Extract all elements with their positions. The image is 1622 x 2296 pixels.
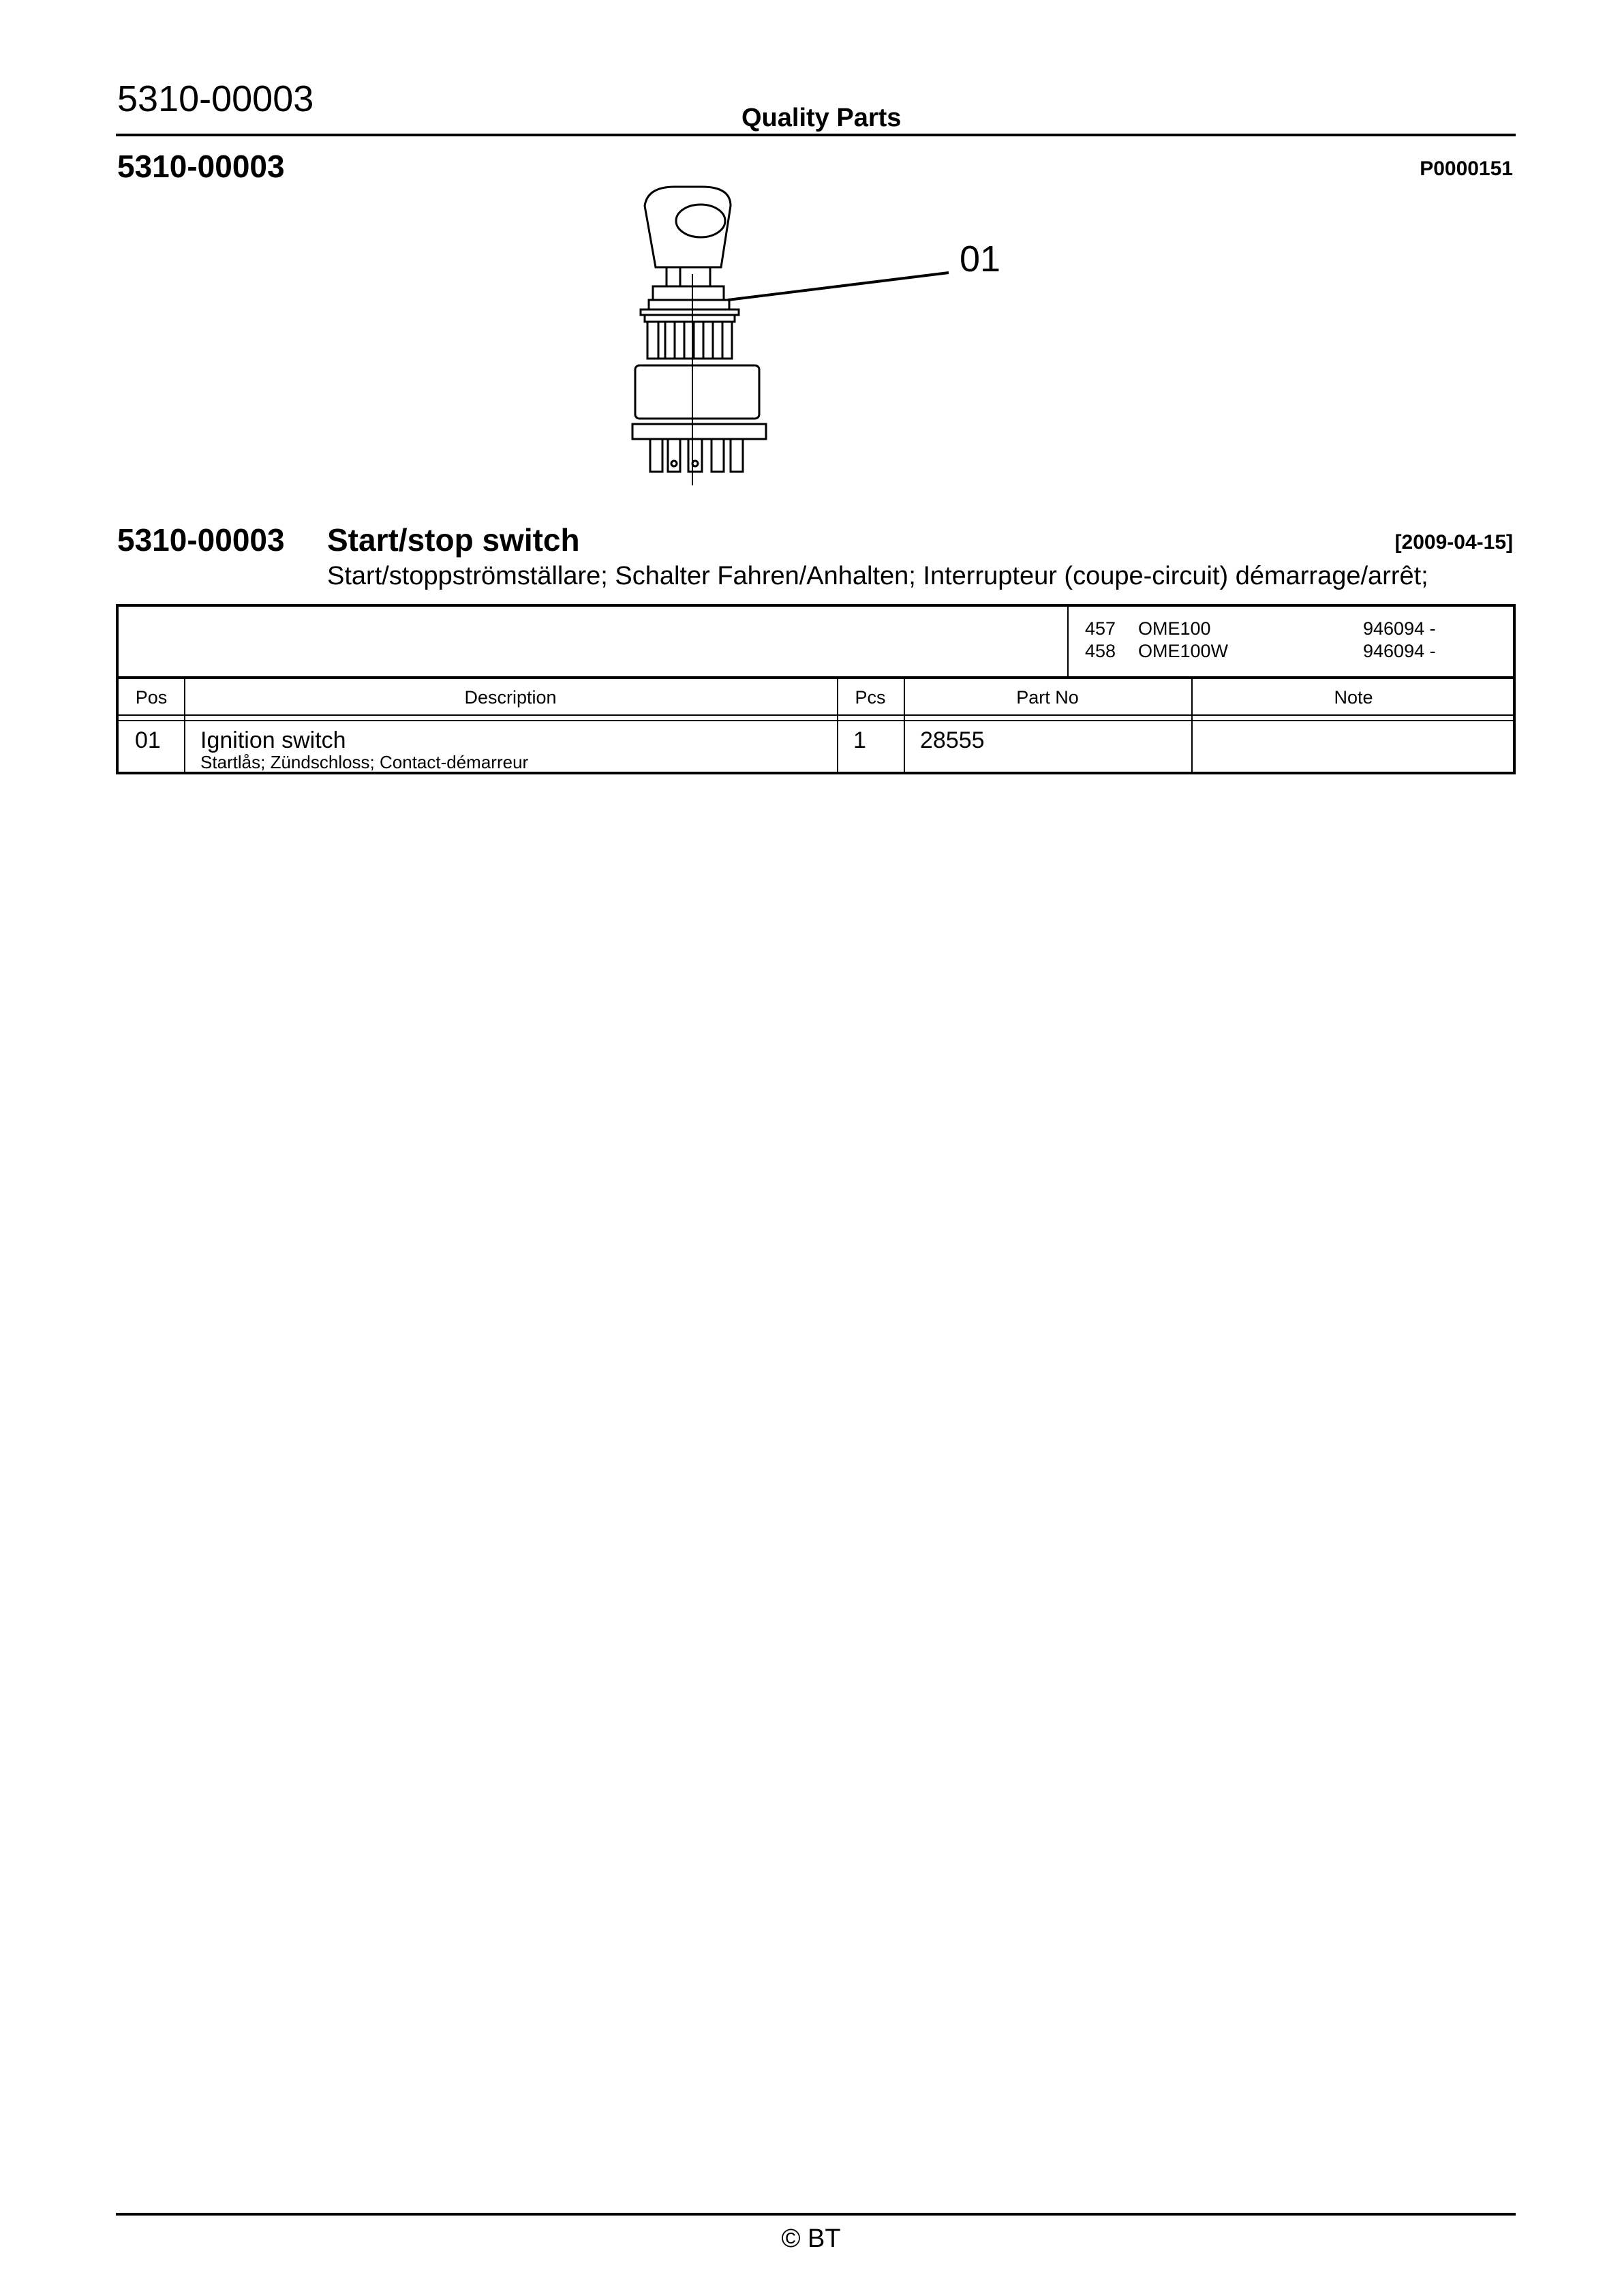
title-date: [2009-04-15] — [1394, 531, 1513, 554]
table-divider — [119, 676, 1513, 679]
row-part-no: 28555 — [920, 727, 985, 753]
ignition-switch-diagram — [600, 179, 1022, 499]
row-pcs: 1 — [853, 727, 866, 753]
header-divider — [116, 134, 1516, 136]
table-divider — [119, 714, 1513, 716]
variant-model: OME100W — [1138, 641, 1229, 661]
column-header-part-no: Part No — [1016, 687, 1079, 708]
footer-copyright: © BT — [781, 2224, 841, 2253]
title-translations: Start/stoppströmställare; Schalter Fahren/Anhalten; Interrupteur (coupe-circuit) démarrage/arrêt; — [327, 562, 1428, 590]
section-code: 5310-00003 — [117, 149, 285, 184]
row-description: Ignition switch — [200, 727, 346, 753]
row-description-translations: Startlås; Zündschloss; Contact-démarreur — [200, 752, 529, 772]
title-part-code: 5310-00003 — [117, 522, 285, 558]
table-row — [119, 721, 1513, 774]
variant-row — [1069, 618, 1516, 640]
header-company: Quality Parts — [741, 104, 902, 132]
column-header-pcs: Pcs — [855, 687, 886, 708]
row-pos: 01 — [135, 727, 161, 753]
column-header-pos: Pos — [135, 687, 168, 708]
column-header-note: Note — [1334, 687, 1373, 708]
variant-serial: 946094 - — [1363, 641, 1436, 661]
title-part-name: Start/stop switch — [327, 522, 580, 558]
section-reference: P0000151 — [1420, 157, 1513, 180]
variant-model: OME100 — [1138, 618, 1211, 639]
variant-number: 458 — [1085, 641, 1116, 661]
column-header-description: Description — [464, 687, 557, 708]
variant-row — [1069, 640, 1516, 663]
footer-divider — [116, 2213, 1516, 2216]
header-part-code: 5310-00003 — [117, 78, 314, 119]
variant-number: 457 — [1085, 618, 1116, 639]
parts-table — [116, 604, 1516, 774]
diagram-callout: 01 — [960, 239, 1001, 280]
variant-serial: 946094 - — [1363, 618, 1436, 639]
variant-list — [1067, 607, 1516, 676]
